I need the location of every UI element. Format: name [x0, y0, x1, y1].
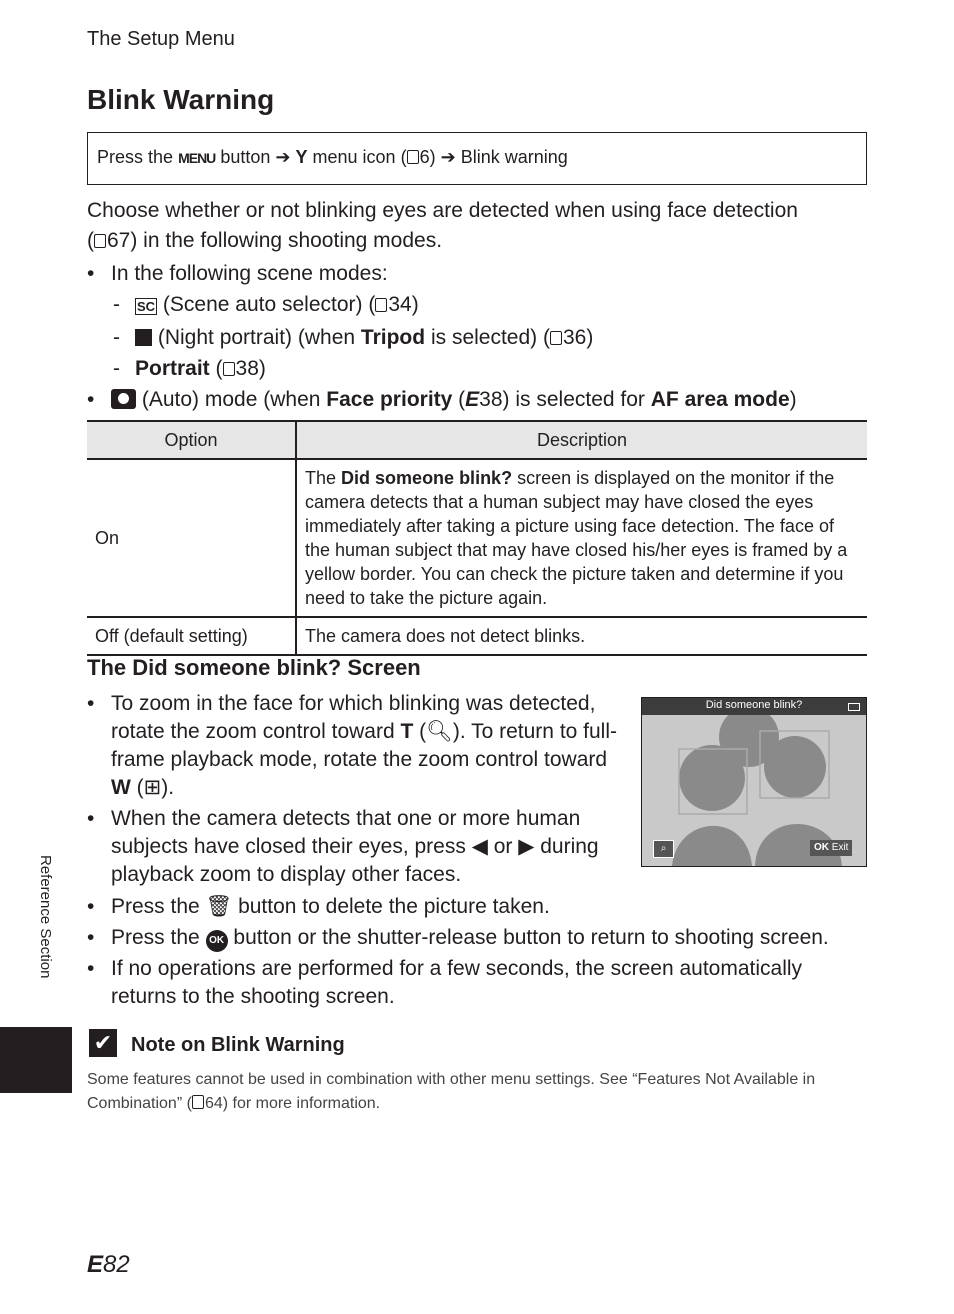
scene-auto-icon: SC [137, 299, 156, 314]
scene-modes-bullet: • In the following scene modes: - SC (Scene auto selector) ( 34) - (Night portrait) (when Tripod is selected) ( 36) - Portrait ( 38) • (Auto) mode (when Face priority (E38) is selected for AF area mode) [87, 258, 867, 415]
nav-prefix: Press the [97, 147, 174, 167]
trash-icon: 🗑︎ [205, 895, 233, 918]
menu-button-glyph: MENU [178, 150, 216, 166]
menu-navigation-box [87, 132, 867, 185]
note-title: Note on Blink Warning [131, 1034, 345, 1056]
book-ref-icon [407, 150, 419, 164]
scene-auto-item: - SC (Scene auto selector) ( 34) [113, 293, 419, 316]
page-title: Blink Warning [87, 84, 275, 115]
lcd-title: Did someone blink? [705, 699, 803, 711]
screen-bullets-narrow: • To zoom in the face for which blinking was detected, rotate the zoom control toward T (🔍︎). To return to full-frame playback mode, rotate the zoom control toward W (⊞). • When the camera detects that one or more human subjects have closed their eyes, press ◀ or ▶ during playback zoom to display other faces. [87, 692, 618, 886]
arrow-right-icon: ➔ [440, 147, 456, 167]
book-ref-icon [223, 362, 235, 376]
battery-icon [848, 703, 860, 711]
thumbnail-icon: ⊞ [143, 776, 162, 799]
page-number: E82 [87, 1251, 130, 1278]
side-tab-label: Reference Section [37, 855, 54, 979]
book-ref-icon [192, 1095, 204, 1109]
wrench-icon: Y [295, 147, 308, 167]
side-tab-block [0, 1027, 72, 1093]
zoom-t-glyph: T [400, 720, 414, 743]
night-portrait-item: - (Night portrait) (when Tripod is selected) ( 36) [113, 326, 594, 349]
night-portrait-icon [135, 329, 152, 346]
column-header-description: Description [296, 421, 867, 459]
magnify-icon: 🔍︎ [426, 720, 453, 743]
zoom-indicator-icon: ⌕ [653, 840, 674, 858]
nav-ref-page: 6) [419, 147, 441, 167]
intro-paragraph [87, 196, 867, 256]
reference-section-icon: E [87, 1251, 104, 1278]
auto-mode-bullet: • (Auto) mode (when Face priority (E38) is selected for AF area mode) [87, 388, 797, 411]
intro-line-2: ( 67) in the following shooting modes. [87, 229, 443, 252]
checkmark-icon: ✔ [89, 1029, 117, 1057]
option-on: On [87, 459, 296, 617]
option-off: Off (default setting) [87, 617, 296, 655]
ok-button-icon: OK [206, 930, 228, 952]
book-ref-icon [94, 234, 106, 248]
intro-line-1: Choose whether or not blinking eyes are detected when using face detection [87, 199, 798, 222]
book-ref-icon [550, 331, 562, 345]
subsection-title: The Did someone blink? Screen [87, 655, 421, 680]
column-header-option: Option [87, 421, 296, 459]
book-ref-icon [375, 298, 387, 312]
table-row [87, 617, 867, 655]
left-arrow-icon: ◀ [471, 835, 488, 858]
nav-button-word: button [220, 147, 271, 167]
options-table [87, 420, 867, 656]
option-on-description: The Did someone blink? screen is displayed on the monitor if the camera detects that a human subject may have closed the eyes immediately after taking a picture using face detection. The face of the human subject that may have closed his/her eyes is framed by a yellow border. You can check the picture taken and determine if you need to take the picture again. [296, 459, 867, 617]
nav-menu-icon-text: menu icon ( [312, 147, 407, 167]
portrait-item: - Portrait ( 38) [113, 357, 266, 380]
camera-icon [111, 389, 136, 409]
table-row [87, 459, 867, 617]
running-header: The Setup Menu [87, 28, 235, 50]
nav-end: Blink warning [460, 147, 568, 167]
arrow-right-icon: ➔ [275, 147, 291, 167]
zoom-w-glyph: W [111, 776, 131, 799]
blink-screen-illustration [641, 697, 867, 867]
table-header-row [87, 421, 867, 459]
screen-bullets-wide: • Press the 🗑︎ button to delete the picture taken. • Press the OK button or the shutter-release button to return to shooting screen. • If no operations are performed for a few seconds, the screen automatically returns to the shooting screen. [87, 895, 829, 1008]
option-off-description: The camera does not detect blinks. [296, 617, 867, 655]
exit-hint: OK Exit [810, 840, 852, 856]
right-arrow-icon: ▶ [518, 835, 535, 858]
note-body: Some features cannot be used in combination with other menu settings. See “Features Not Available in Combination” ( 64) for more information. [87, 1071, 816, 1112]
reference-section-icon: E [465, 388, 480, 411]
